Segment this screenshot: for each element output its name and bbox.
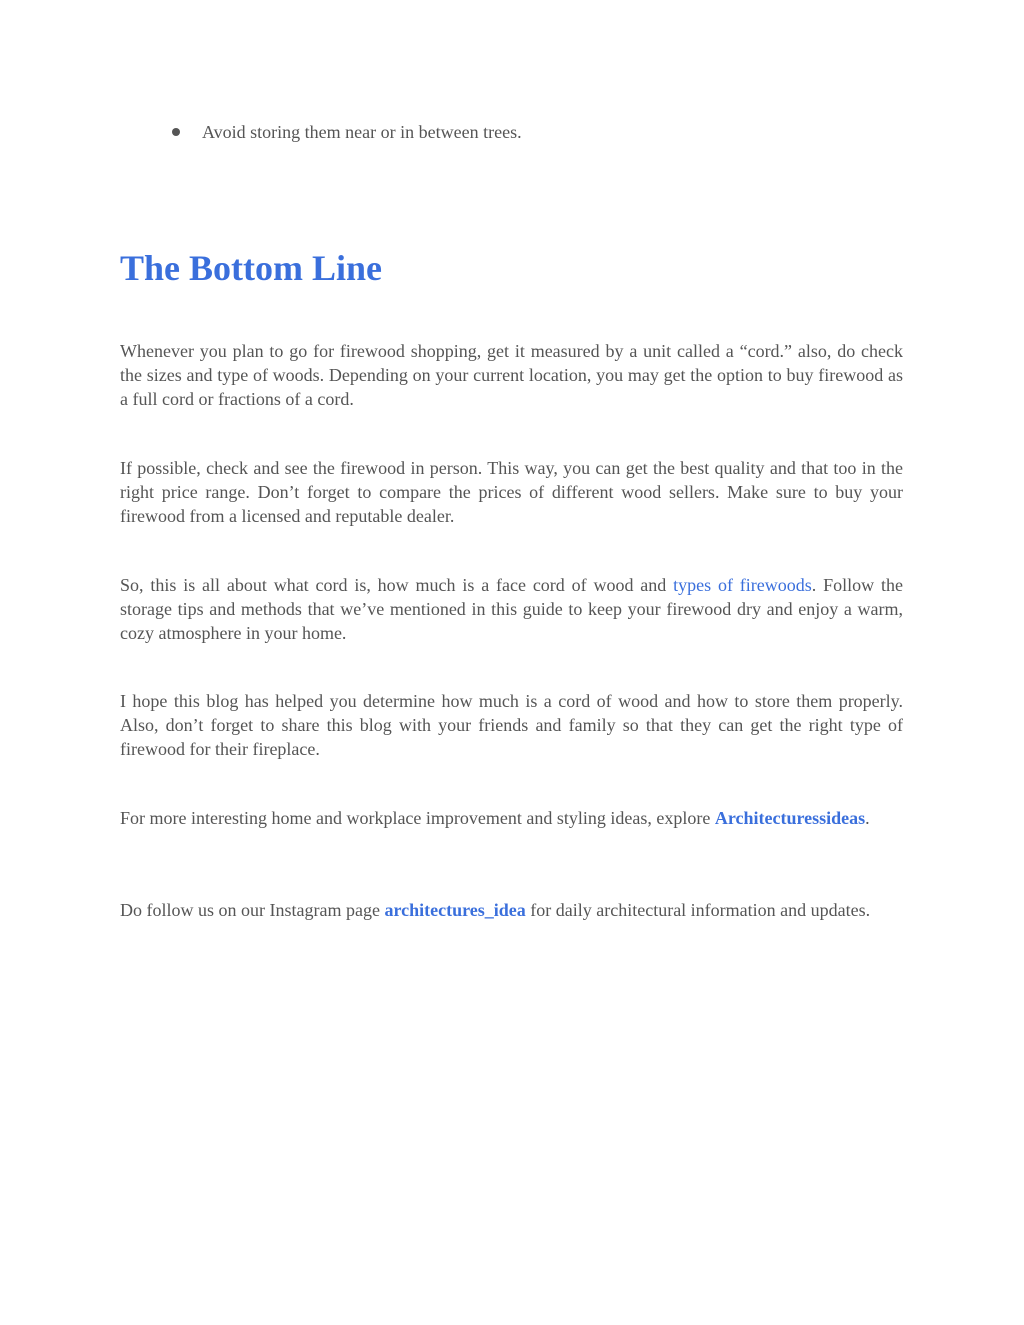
paragraph-instagram-text-after: for daily architectural information and updates. [525, 900, 871, 920]
bullet-icon [172, 128, 180, 136]
paragraph-cord-measurement: Whenever you plan to go for firewood shopping, get it measured by a unit called a “cord.” also, do check the sizes and type of woods. Depending on your current location, you may get the option to buy firewood as a full cord or fractions of a cord. [120, 341, 903, 409]
bullet-list-item [172, 120, 522, 144]
paragraph-explore [120, 806, 903, 830]
bullet-text: Avoid storing them near or in between trees. [202, 122, 522, 142]
paragraph-check-firewood: If possible, check and see the firewood in person. This way, you can get the best quality and that too in the right price range. Don’t forget to compare the prices of different wood sellers. Make sure to buy your firewood from a licensed and reputable dealer. [120, 458, 903, 526]
paragraph-summary-text-after: . Follow the storage tips and methods that we’ve mentioned in this guide to keep your firewood dry and enjoy a warm, cozy atmosphere in your home. [120, 575, 903, 643]
architecturessideas-link[interactable]: Architecturessideas [714, 808, 866, 828]
types-of-firewoods-link[interactable]: types of firewoods [673, 575, 812, 595]
paragraph-explore-text-after: . [865, 808, 870, 828]
paragraph-instagram [120, 898, 903, 922]
paragraph-hope: I hope this blog has helped you determine how much is a cord of wood and how to store them properly. Also, don’t forget to share this blog with your friends and family so that they can get the right type of firewood for their fireplace. [120, 691, 903, 759]
paragraph-explore-text-before: For more interesting home and workplace improvement and styling ideas, explore [120, 808, 715, 828]
instagram-architectures-idea-link[interactable]: architectures_idea [384, 900, 526, 920]
section-heading: The Bottom Line [120, 248, 383, 288]
paragraph-summary [120, 573, 903, 645]
paragraph-instagram-text-before: Do follow us on our Instagram page [120, 900, 385, 920]
paragraph-summary-text-before: So, this is all about what cord is, how much is a face cord of wood and [120, 575, 674, 595]
